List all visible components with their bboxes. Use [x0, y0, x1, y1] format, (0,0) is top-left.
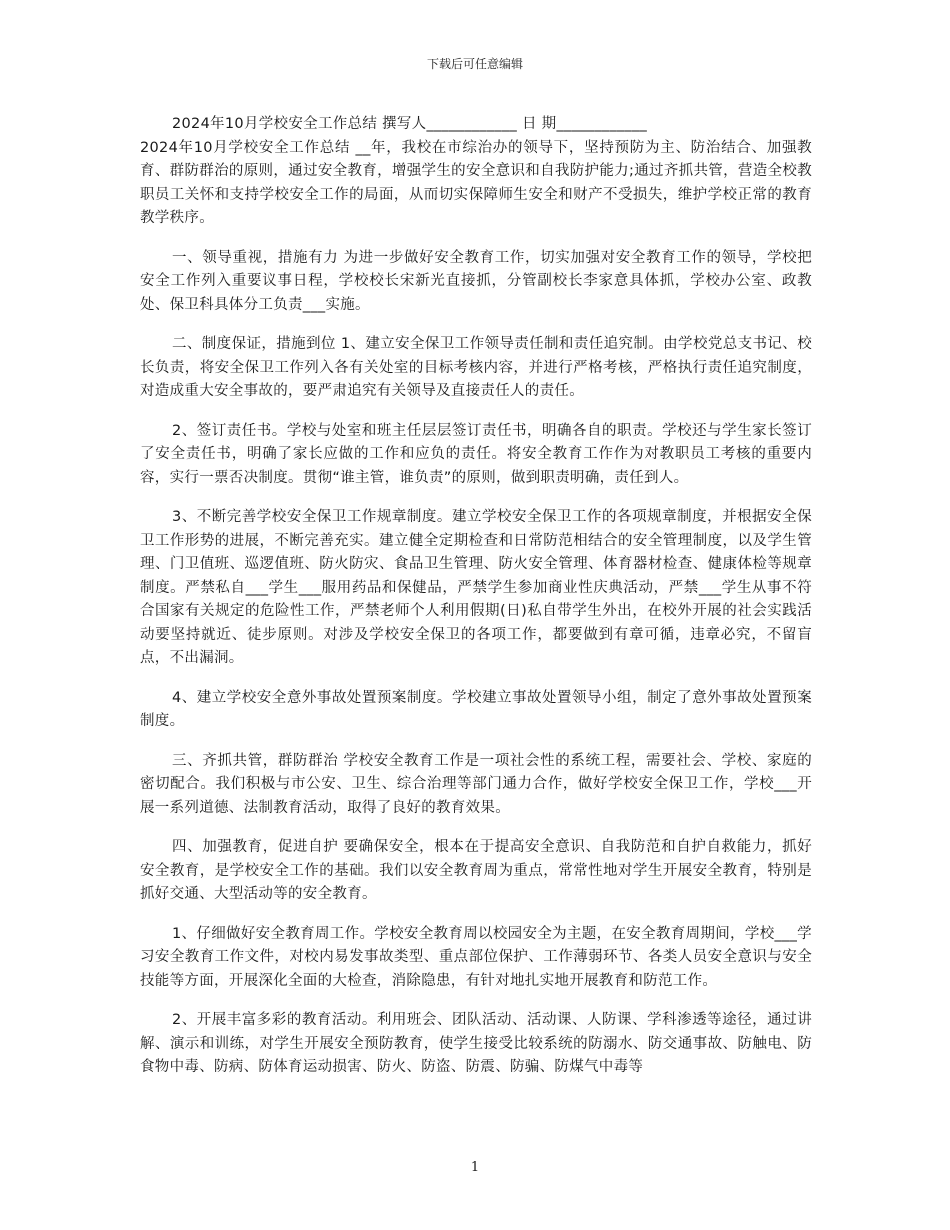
paragraph-section-1: 一、领导重视，措施有力 为进一步做好安全教育工作，切实加强对安全教育工作的领导，学校把安全工作列入重要议事日程，学校校长宋新光直接抓，分管副校长李家意具体抓，学校办公室、政教处、保卫科具体分工负责___实施。 — [140, 249, 812, 313]
paragraph-edu-1: 1、仔细做好安全教育周工作。学校安全教育周以校园安全为主题，在安全教育周期间，学校___学习安全教育工作文件，对校内易发事故类型、重点部位保护、工作薄弱环节、各类人员安全意识与安全技能等方面，开展深化全面的大检查，消除隐患，有针对地扎实地开展教育和防范工作。 — [140, 925, 812, 989]
document-body — [140, 113, 812, 1096]
paragraph-section-4: 四、加强教育，促进自护 要确保安全，根本在于提高安全意识、自我防范和自护自救能力，抓好安全教育，是学校安全工作的基础。我们以安全教育周为重点，常常性地对学生开展安全教育，特别是抓好交通、大型活动等的安全教育。 — [140, 839, 812, 902]
paragraph-item-2: 2、签订责任书。学校与处室和班主任层层签订责任书，明确各自的职责。学校还与学生家长签订了安全责任书，明确了家长应做的工作和应负的责任。将安全教育工作作为对教职员工考核的重要内容，实行一票否决制度。贯彻“谁主管，谁负责”的原则，做到职责明确，责任到人。 — [140, 422, 812, 486]
paragraph-edu-2: 2、开展丰富多彩的教育活动。利用班会、团队活动、活动课、人防课、学科渗透等途径，通过讲解、演示和训练，对学生开展安全预防教育，使学生接受比较系统的防溺水、防交通事故、防触电、防食物中毒、防病、防体育运动损害、防火、防盗、防震、防骗、防煤气中毒等 — [140, 1012, 812, 1075]
paragraph-section-2: 二、制度保证，措施到位 1、建立安全保卫工作领导责任制和责任追究制。由学校党总支书记、校长负责，将安全保卫工作列入各有关处室的目标考核内容，并进行严格考核，严格执行责任追究制度，对造成重大安全事故的，要严肃追究有关领导及直接责任人的责任。 — [140, 336, 812, 399]
paragraph-item-4: 4、建立学校安全意外事故处置预案制度。学校建立事故处置领导小组，制定了意外事故处置预案制度。 — [140, 689, 812, 729]
paragraph-item-3: 3、不断完善学校安全保卫工作规章制度。建立学校安全保卫工作的各项规章制度，并根据安全保卫工作形势的进展，不断完善充实。建立健全定期检查和日常防范相结合的安全管理制度，以及学生管理、门卫值班、巡逻值班、防火防灾、食品卫生管理、防火安全管理、体育器材检查、健康体检等规章制度。严禁私自___学生___服用药品和保健品，严禁学生参加商业性庆典活动，严禁___学生从事不符合国家有关规定的危险性工作，严禁老师个人利用假期(日)私自带学生外出，在校外开展的社会实践活动要坚持就近、徒步原则。对涉及学校安全保卫的各项工作，都要做到有章可循，违章必究，不留盲点，不出漏洞。 — [140, 509, 812, 666]
paragraph-section-3: 三、齐抓共管，群防群治 学校安全教育工作是一项社会性的系统工程，需要社会、学校、家庭的密切配合。我们积极与市公安、卫生、综合治理等部门通力合作，做好学校安全保卫工作，学校___开展一系列道德、法制教育活动，取得了良好的教育效果。 — [140, 752, 812, 816]
title-line: 2024年10月学校安全工作总结 撰写人____________ 日 期____________ — [172, 116, 648, 132]
page-header: 下载后可任意编辑 — [426, 57, 523, 71]
paragraph-intro: 2024年10月学校安全工作总结 __年，我校在市综治办的领导下，坚持预防为主、防治结合、加强教育、群防群治的原则，通过安全教育，增强学生的安全意识和自我防护能力;通过齐抓共管，营造全校教职员工关怀和支持学校安全工作的局面，从而切实保障师生安全和财产不受损失，维护学校正常的教育教学秩序。 — [140, 139, 812, 226]
page-number: 1 — [470, 1160, 480, 1175]
